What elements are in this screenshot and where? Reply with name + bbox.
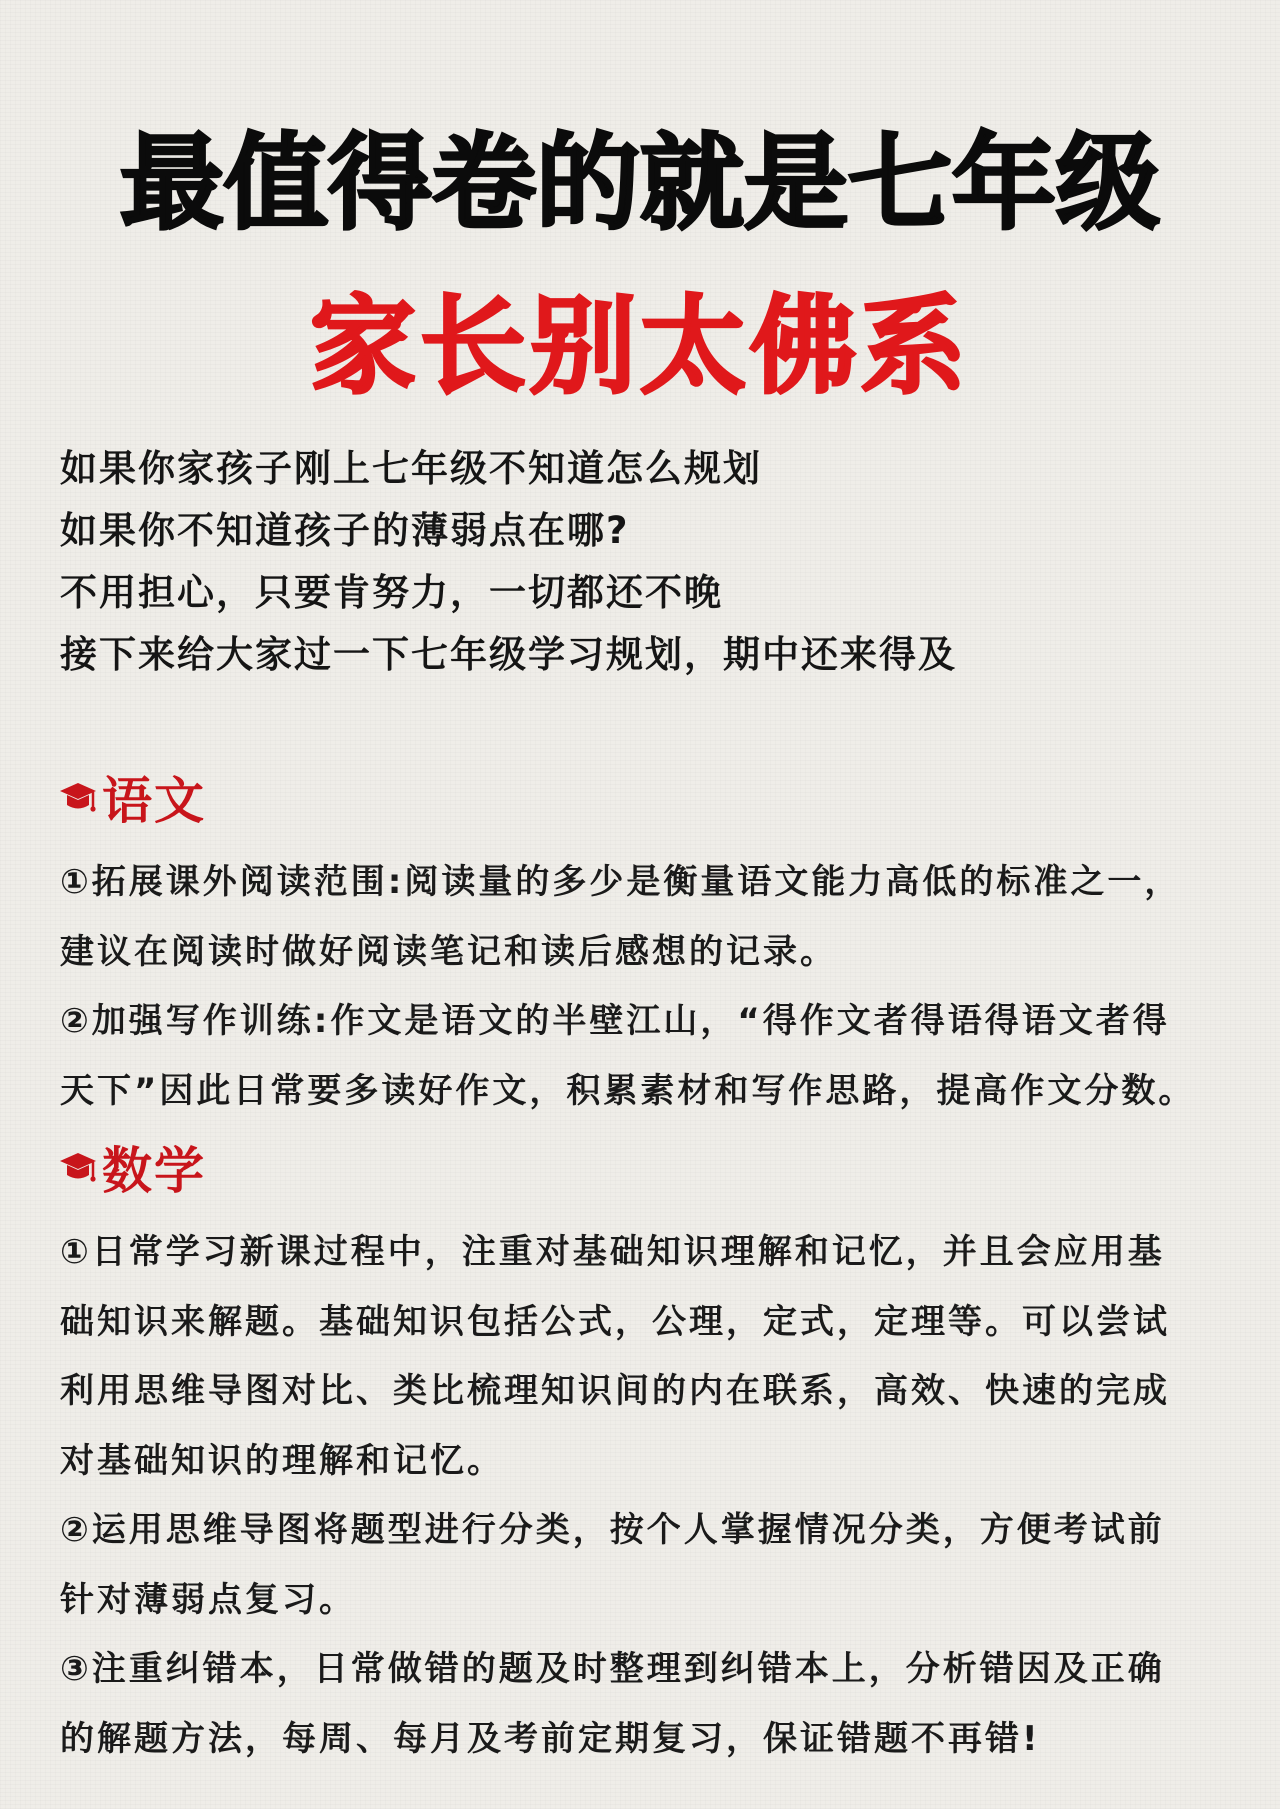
body-line: 建议在阅读时做好阅读笔记和读后感想的记录。 bbox=[60, 931, 837, 972]
section-title-chinese: 语文 bbox=[102, 771, 206, 830]
section-header-math bbox=[58, 1132, 206, 1202]
intro-line: 不用担心，只要肯努力，一切都还不晚 bbox=[60, 571, 723, 614]
intro-line: 如果你家孩子刚上七年级不知道怎么规划 bbox=[60, 447, 762, 490]
body-line: 对基础知识的理解和记忆。 bbox=[60, 1440, 504, 1481]
body-line: 天下”因此日常要多读好作文，积累素材和写作思路，提高作文分数。 bbox=[60, 1070, 1196, 1111]
body-line: 的解题方法，每周、每月及考前定期复习，保证错题不再错! bbox=[60, 1718, 1041, 1759]
sub-title: 家长别太佛系 bbox=[310, 285, 970, 408]
intro-line: 接下来给大家过一下七年级学习规划，期中还来得及 bbox=[60, 633, 957, 676]
body-line: ①日常学习新课过程中，注重对基础知识理解和记忆，并且会应用基 bbox=[60, 1232, 1165, 1272]
intro-line: 如果你不知道孩子的薄弱点在哪? bbox=[60, 509, 630, 552]
body-line: ③注重纠错本，日常做错的题及时整理到纠错本上，分析错因及正确 bbox=[60, 1649, 1165, 1689]
body-line: 利用思维导图对比、类比梳理知识间的内在联系，高效、快速的完成 bbox=[60, 1371, 1170, 1411]
main-title: 最值得卷的就是七年级 bbox=[119, 122, 1160, 244]
section-header-chinese bbox=[58, 762, 206, 832]
graduation-cap-icon bbox=[58, 1145, 98, 1189]
body-line: ②运用思维导图将题型进行分类，按个人掌握情况分类，方便考试前 bbox=[60, 1510, 1165, 1550]
body-line: ②加强写作训练:作文是语文的半壁江山，“得作文者得语得语文者得 bbox=[60, 1001, 1170, 1041]
graduation-cap-icon bbox=[58, 775, 98, 819]
body-line: ①拓展课外阅读范围:阅读量的多少是衡量语文能力高低的标准之一， bbox=[60, 862, 1182, 902]
body-line: 针对薄弱点复习。 bbox=[60, 1579, 356, 1620]
section-title-math: 数学 bbox=[102, 1141, 206, 1200]
intro-paragraph bbox=[60, 438, 1220, 686]
body-line: 础知识来解题。基础知识包括公式，公理，定式，定理等。可以尝试 bbox=[60, 1301, 1170, 1342]
section-body-math bbox=[60, 1218, 1240, 1774]
section-body-chinese bbox=[60, 848, 1240, 1126]
